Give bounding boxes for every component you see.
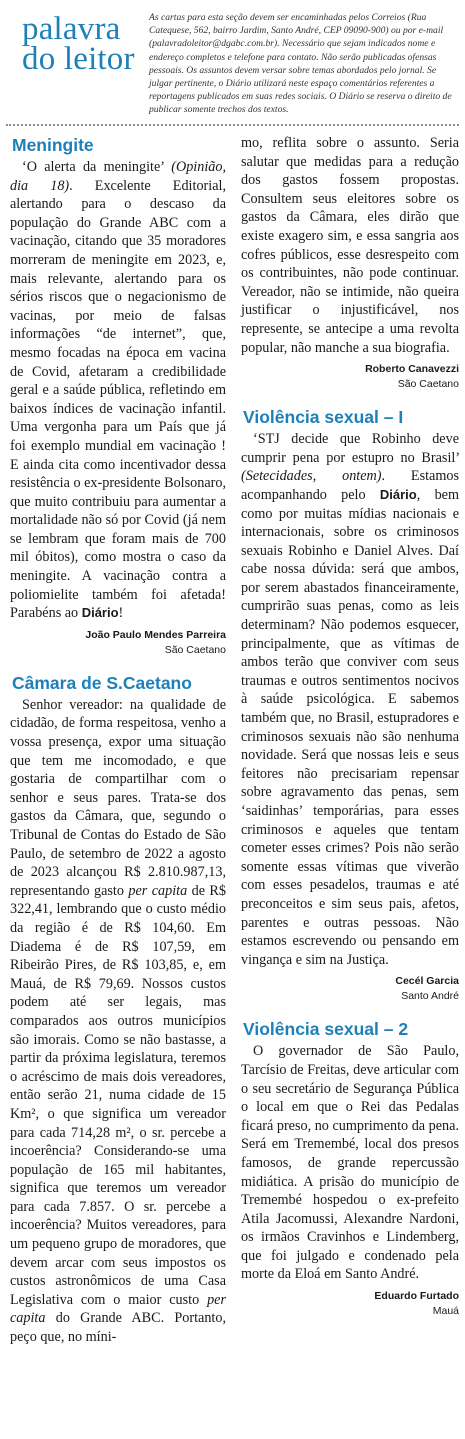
letter-camara-continued	[241, 134, 459, 392]
letter-text-end: !	[118, 605, 124, 622]
brand-line-2: do leitor	[22, 41, 135, 77]
letter-violencia-2	[241, 1018, 459, 1319]
letter-title: Meningite	[12, 135, 94, 155]
letter-source: (Opinião, dia 18)	[10, 159, 226, 194]
letter-title: Violência sexual – I	[243, 407, 404, 428]
right-column	[241, 134, 459, 1333]
brand-line-1: palavra	[22, 11, 121, 47]
letter-italic: per capita	[10, 1291, 226, 1327]
letter-author: João Paulo Mendes Parreira	[85, 628, 226, 641]
letter-source: (Setecidades, ontem)	[241, 468, 382, 485]
letter-camara	[10, 672, 226, 1347]
letter-city: Mauá	[432, 1305, 459, 1318]
letter-violencia-1	[241, 406, 459, 1004]
letter-title: Câmara de S.Caetano	[12, 672, 192, 693]
newspaper-name: Diário	[81, 605, 119, 621]
letter-meningite	[10, 134, 226, 658]
letter-body: O governador de São Paulo, Tarcísio de Freitas, deve articular com o seu secretário de Segurança Pública o local em que o Rei das Pedalas ficará preso, no cumprimento da pena. Será em Tremembé, local dos presos famosos, de grande repercussão midiática. A prisão do município de Tremembé hospedou o ex-prefeito Atila Jacomussi, Alexandre Nardoni, os irmãos Cravinhos e Lindemberg, que foi julgado e condenado pela morte da Eloá em Santo André.	[241, 1043, 459, 1283]
letter-italic: per capita	[128, 882, 188, 899]
left-column	[10, 134, 226, 1361]
letter-body-part-1	[10, 696, 226, 1347]
letter-text: . Excelente Editorial, alertando para o descaso da população do Grande ABC com a vacinação, citando que 35 moradores morreram de meningite em 2023, e, mais relevante, alertando para os sérios riscos que o negacionismo de vacinas, por meio de falsas informações “de internet”, que, mesmo focadas na época em vacina de Covid, afetaram a credibilidade geral e a saúde pública, refletindo em baixos índices de vacinação infantil. Uma vergonha para um País que já foi exemplo mundial em vacinação ! E ainda cita como incentivador dessa resistência o ex-presidente Bolsonaro, que muito contribuiu para aumentar a mortalidade não só por Covid (já nem se lembram que foram mais de 700 mil óbitos), como mostra o caso da meningite. A vacinação contra a poliomielite também foi afetada! Parabéns ao	[10, 177, 226, 622]
letter-author: Roberto Canavezzi	[365, 363, 459, 376]
letter-text-split: do Grande ABC. Portanto, peço que, no míni-	[10, 1310, 226, 1346]
submission-note: As cartas para esta seção devem ser encaminhadas pelos Correios (Rua Catequese, 562, bairro Jardim, Santo André, CEP 09090-900) ou por e-mail (palavradoleitor@dgabc.com.br). Necessário que sejam indicados nome e endereço completos e telefone para contato. Não serão publicadas ofensas pessoais. Os assuntos devem versar sobre temas abordados pelo jornal. Se julgar pertinente, o Diário utilizará neste espaço comentários referentes a reportagens publicados em suas redes sociais. O Diário se reserva o direito de publicar somente trechos dos textos.	[149, 12, 452, 116]
dotted-divider	[6, 124, 459, 126]
letter-city: São Caetano	[397, 378, 459, 391]
letter-body	[241, 430, 459, 969]
letter-text: . Estamos acompanhando pelo	[241, 468, 460, 503]
newspaper-name: Diário	[379, 486, 417, 502]
letter-text: Senhor vereador: na qualidade de cidadão, de forma respeitosa, venho a vossa presença, expor uma situação que tem me incomodado, e que gostaria de compartilhar com o senhor e seus pares. Trata-se dos gastos da Câmara, que, segundo o Tribunal de Contas do Estado de São Paulo, de setembro de 2022 a agosto de 2023 alcançou R$ 2.810.987,13, representando gasto	[10, 696, 226, 899]
letter-text: de R$ 322,41, lembrando que o custo médio da região é de R$ 104,60. Em Diadema é de R$ 107,59, em Ribeirão Pires, de R$ 103,85, e, em Mauá, de R$ 79,69. Nossos custos podem até ser legais, mas comparados aos outros municípios são imorais. Como se não bastasse, a partir da próxima legislatura, teremos o acréscimo de mais dois vereadores, então serão 21, numa cidade de 15 Km², o que significa um vereador para cada 714,28 m², o sr. percebe a incoerência? Considerando-se uma população de 165 mil habitantes, significa que teremos um vereador para cada 7.857. O sr. percebe a incoerência? Muitos vereadores, para um pequeno grupo de moradores, que devem arcar com seus impostos os custos astronômicos de uma Casa Legislativa com o maior custo	[10, 882, 226, 1308]
section-brand	[22, 11, 144, 77]
letter-body	[10, 158, 226, 623]
letter-quote: ‘STJ decide que Robinho deve cumprir pena por estupro no Brasil’	[241, 431, 459, 466]
letter-body-part-2: mo, reflita sobre o assunto. Seria salutar que medidas para a redução dos gastos fossem propostas. Consultem seus eleitores sobre os gastos da Câmara, eles dirão que existe exagero sim, e essa sangria aos cofres públicos, esse desrespeito com os contribuintes, não pode continuar. Vereador, não se intimide, não queira justificar o injustificável, nos represente, se antecipe a uma revolta popular, não manche a sua biografia.	[241, 135, 459, 356]
letter-title: Violência sexual – 2	[243, 1019, 409, 1040]
letter-author: Eduardo Furtado	[374, 1290, 459, 1303]
letter-author: Cecél Garcia	[395, 975, 459, 988]
section-header	[0, 0, 465, 118]
letter-city: Santo André	[401, 990, 459, 1003]
letter-city: São Caetano	[164, 643, 226, 656]
letter-quote: ‘O alerta da meningite’	[22, 159, 164, 175]
letter-text: , bem como por muitas mídias nacionais e internacionais, sobre os criminosos sexuais Robinho e Daniel Alves. Daí cabe nossa dúvida: será que ambos, por serem abastados financeiramente, cumprirão suas penas, como as leis determinam? Não podemos esquecer, principalmente, que as vítimas de ambos terão que conviver com seus traumas e outros sentimentos nocivos à saúde psicológica. E sabemos também que, no Brasil, estupradores e criminosos sexuais não são nenhuma novidade. Será que nossas leis e seus feitores não precisariam repensar sobre agravamento das penas, sem ‘saidinhas’ temporárias, para esses criminosos e aqueles que tentam cometer esses crimes? Pois não serão somente essas vítimas que viverão com esses pesadelos, traumas e até preconceitos e sim seus pais, afetos, parentes e outras pessoas. Não estamos escrevendo ou pensando em vingança e sim na Justiça.	[241, 486, 459, 968]
